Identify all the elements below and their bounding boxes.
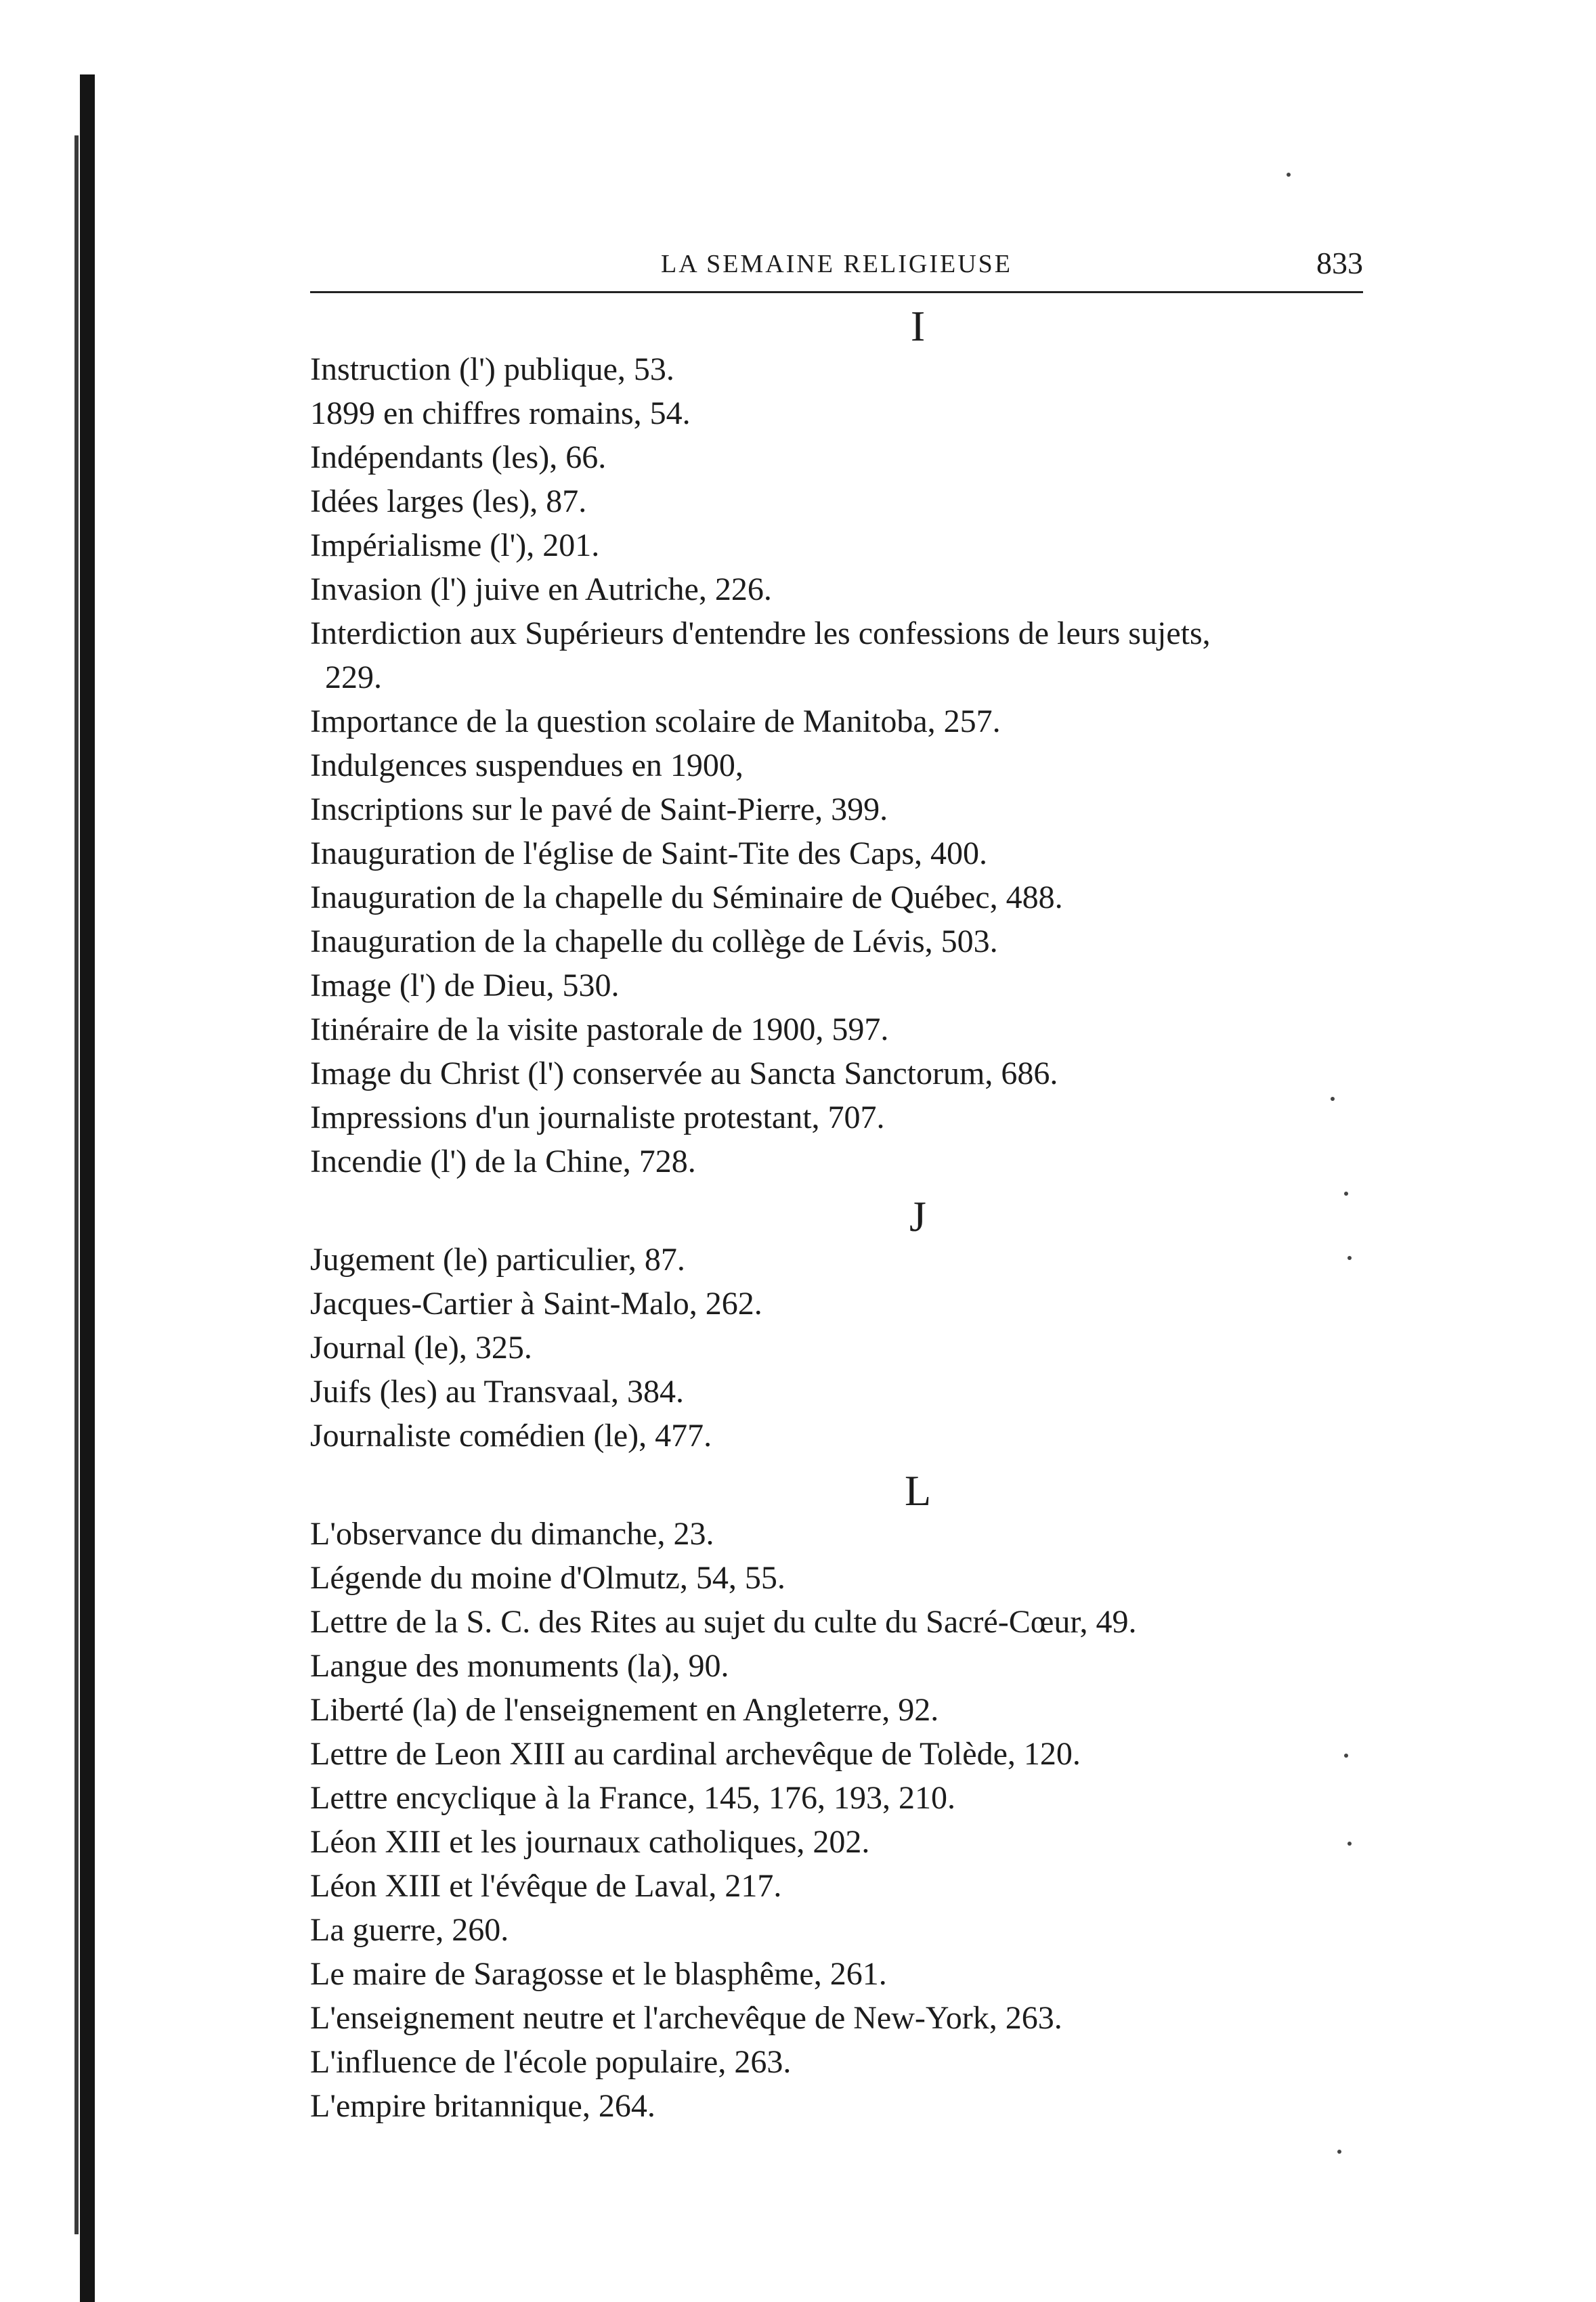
- index-page: [310, 244, 1363, 2128]
- index-section-j: [310, 1192, 1363, 1458]
- index-entry: Le maire de Saragosse et le blasphême, 261.: [310, 1956, 887, 1992]
- index-entry: 1899 en chiffres romains, 54.: [310, 395, 691, 431]
- index-entry: Interdiction aux Supérieurs d'entendre les confessions de leurs sujets,: [310, 615, 1211, 651]
- scan-speck: [1331, 1097, 1335, 1101]
- index-section-l: [310, 1467, 1363, 2128]
- index-entry: La guerre, 260.: [310, 1912, 509, 1948]
- entry-list: [310, 1512, 1363, 2128]
- index-entry: Langue des monuments (la), 90.: [310, 1648, 729, 1684]
- scan-speck: [1344, 1192, 1348, 1196]
- index-entry: Idées larges (les), 87.: [310, 483, 587, 519]
- index-entry: L'influence de l'école populaire, 263.: [310, 2044, 792, 2080]
- section-letter: J: [909, 1192, 926, 1240]
- index-entry: Impérialisme (l'), 201.: [310, 527, 600, 563]
- scan-speck: [1347, 1256, 1352, 1260]
- index-entry: Journaliste comédien (le), 477.: [310, 1418, 712, 1454]
- scan-speck: [1344, 1754, 1348, 1758]
- scan-speck: [1287, 173, 1291, 177]
- index-entry: Invasion (l') juive en Autriche, 226.: [310, 571, 772, 607]
- index-entry: Inscriptions sur le pavé de Saint-Pierre, 399.: [310, 791, 888, 827]
- index-entry: Juifs (les) au Transvaal, 384.: [310, 1374, 684, 1410]
- index-entry: L'enseignement neutre et l'archevêque de New-York, 263.: [310, 2000, 1062, 2036]
- index-entry: Incendie (l') de la Chine, 728.: [310, 1144, 696, 1179]
- index-entry: Importance de la question scolaire de Manitoba, 257.: [310, 703, 1001, 739]
- index-entry: Léon XIII et l'évêque de Laval, 217.: [310, 1868, 782, 1904]
- index-entry: Inauguration de la chapelle du Séminaire de Québec, 488.: [310, 879, 1063, 915]
- index-section-i: [310, 302, 1363, 1183]
- index-entry: Journal (le), 325.: [310, 1330, 532, 1366]
- running-head-title: LA SEMAINE RELIGIEUSE: [661, 250, 1012, 278]
- index-entry: Liberté (la) de l'enseignement en Angleterre, 92.: [310, 1692, 939, 1728]
- section-letter: I: [910, 302, 926, 350]
- entry-list: [310, 1238, 1363, 1458]
- index-entry: Jugement (le) particulier, 87.: [310, 1242, 685, 1278]
- index-entry-continuation: 229.: [325, 659, 382, 695]
- index-entry: Lettre encyclique à la France, 145, 176, 193, 210.: [310, 1780, 956, 1816]
- section-letter: L: [904, 1467, 932, 1515]
- index-entry: Indulgences suspendues en 1900,: [310, 747, 743, 783]
- index-entry: Légende du moine d'Olmutz, 54, 55.: [310, 1560, 785, 1596]
- index-entry: Image (l') de Dieu, 530.: [310, 968, 620, 1003]
- index-entry: Impressions d'un journaliste protestant, 707.: [310, 1100, 885, 1135]
- index-entry: Léon XIII et les journaux catholiques, 202.: [310, 1824, 870, 1860]
- index-entry: Lettre de Leon XIII au cardinal archevêque de Tolède, 120.: [310, 1736, 1081, 1772]
- index-entry: Itinéraire de la visite pastorale de 1900, 597.: [310, 1012, 889, 1047]
- scan-speck: [1337, 2150, 1341, 2154]
- index-entry: Inauguration de l'église de Saint-Tite des Caps, 400.: [310, 835, 988, 871]
- entry-list: [310, 347, 1363, 1183]
- index-entry: Image du Christ (l') conservée au Sancta Sanctorum, 686.: [310, 1056, 1058, 1091]
- index-entry: L'observance du dimanche, 23.: [310, 1516, 714, 1552]
- book-binding-edge: [80, 74, 95, 2302]
- index-entry: Jacques-Cartier à Saint-Malo, 262.: [310, 1286, 762, 1322]
- book-binding-shadow: [74, 135, 79, 2234]
- index-entry: Indépendants (les), 66.: [310, 439, 607, 475]
- index-entry: Inauguration de la chapelle du collège de Lévis, 503.: [310, 924, 998, 959]
- running-head: [310, 244, 1363, 293]
- index-entry: L'empire britannique, 264.: [310, 2088, 655, 2124]
- index-entry: Instruction (l') publique, 53.: [310, 351, 674, 387]
- scan-speck: [1347, 1842, 1352, 1846]
- index-entry: Lettre de la S. C. des Rites au sujet du culte du Sacré-Cœur, 49.: [310, 1604, 1137, 1640]
- page-number: 833: [1316, 246, 1363, 280]
